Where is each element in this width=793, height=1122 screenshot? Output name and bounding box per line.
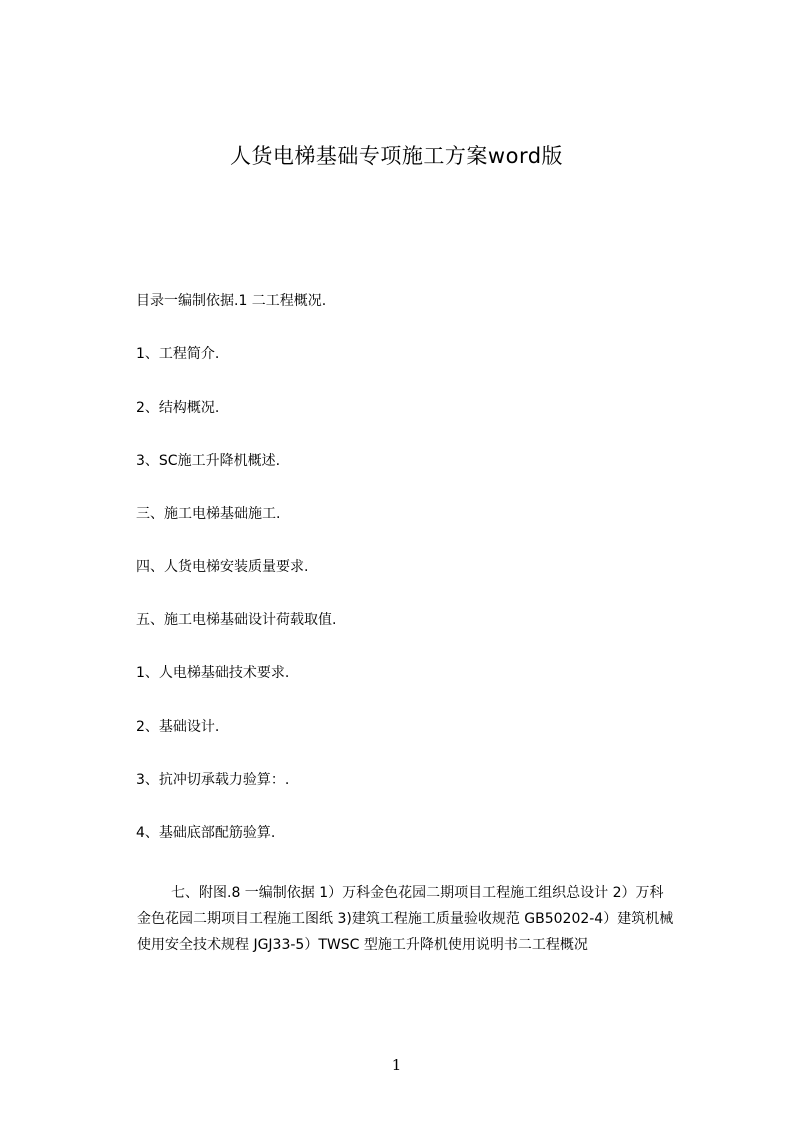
toc-line-5: 三、施工电梯基础施工. [136,506,281,522]
toc-line-6: 四、人货电梯安装质量要求. [136,559,309,575]
toc-line-7: 五、施工电梯基础设计荷载取值. [136,612,337,628]
toc-line-11: 4、基础底部配筋验算. [136,825,276,841]
body-line-1: 七、附图.8 一编制依据 1）万科金色花园二期项目工程施工组织总设计 2）万科 [171,885,664,901]
toc-line-10: 3、抗冲切承载力验算：. [136,772,290,788]
toc-line-4: 3、SC施工升降机概述. [136,453,281,469]
toc-line-1: 目录一编制依据.1 二工程概况. [136,293,327,309]
toc-line-8: 1、人电梯基础技术要求. [136,665,290,681]
toc-line-3: 2、结构概况. [136,400,220,416]
body-paragraph [105,880,697,958]
page-number: 1 [391,1056,402,1074]
document-title: 人货电梯基础专项施工方案word版 [229,144,564,168]
body-line-2: 金色花园二期项目工程施工图纸 3)建筑工程施工质量验收规范 GB50202-4）建筑机械 [137,911,674,927]
toc-line-9: 2、基础设计. [136,719,220,735]
toc-line-2: 1、工程简介. [136,346,220,362]
body-line-3: 使用安全技术规程 JGJ33-5）TWSC 型施工升降机使用说明书二工程概况 [137,937,588,953]
